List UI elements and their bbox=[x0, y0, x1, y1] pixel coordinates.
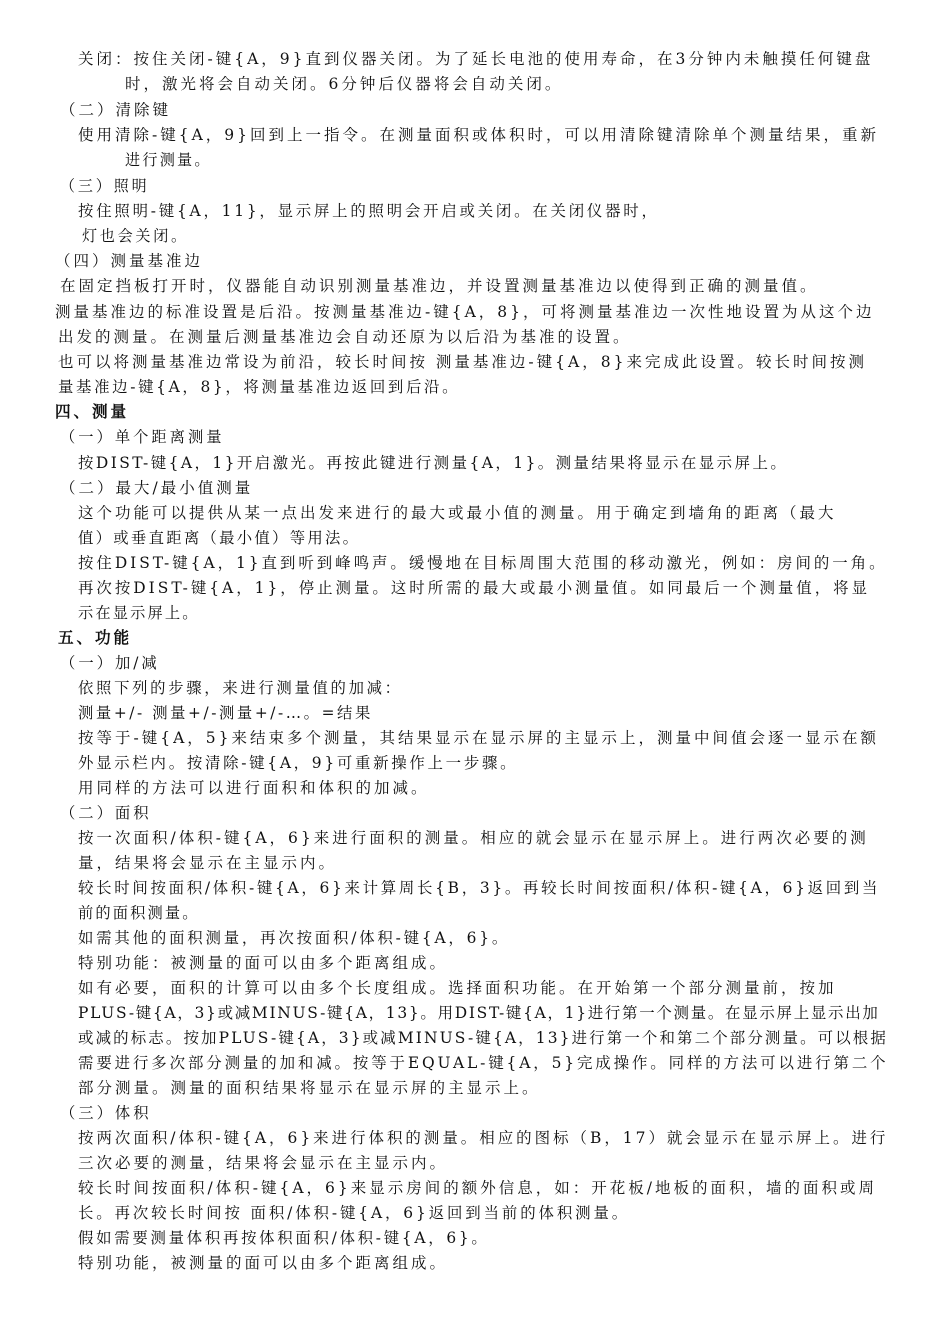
text-line: 特别功能，被测量的面可以由多个距离组成。 bbox=[78, 1254, 449, 1272]
text-line: 值）或垂直距离（最小值）等用法。 bbox=[78, 529, 361, 547]
text-line: 特别功能：被测量的面可以由多个距离组成。 bbox=[78, 954, 449, 972]
section-heading: （一）单个距离测量 bbox=[60, 428, 225, 446]
section-heading: （一）加/减 bbox=[60, 654, 160, 672]
section-heading: （二）最大/最小值测量 bbox=[60, 479, 254, 497]
text-line: 使用清除-键{A，9}回到上一指令。在测量面积或体积时，可以用清除键清除单个测量结果，重新 bbox=[78, 126, 880, 144]
text-line: 长。再次较长时间按 面积/体积-键{A，6}返回到当前的体积测量。 bbox=[78, 1204, 631, 1222]
section-heading: （三）照明 bbox=[60, 177, 150, 195]
text-line: 假如需要测量体积再按体积面积/体积-键{A，6}。 bbox=[78, 1229, 490, 1247]
text-line: 量，结果将会显示在主显示内。 bbox=[78, 854, 338, 872]
text-line: 测量+/- 测量+/-测量+/-…。=结果 bbox=[78, 704, 373, 722]
text-line: 较长时间按面积/体积-键{A，6}来显示房间的额外信息，如：开花板/地板的面积，墙的面积或周 bbox=[78, 1179, 877, 1197]
text-line: 在固定挡板打开时，仪器能自动识别测量基准边，并设置测量基准边以使得到正确的测量值。 bbox=[60, 277, 819, 295]
text-line: 按DIST-键{A，1}开启激光。再按此键进行测量{A，1}。测量结果将显示在显示屏上。 bbox=[78, 454, 789, 472]
text-line: 也可以将测量基准边常设为前沿，较长时间按 测量基准边-键{A，8}来完成此设置。较长时间按测 bbox=[58, 353, 867, 371]
text-line: 时，激光将会自动关闭。6分钟后仪器将会自动关闭。 bbox=[125, 75, 564, 93]
text-line: 前的面积测量。 bbox=[78, 904, 200, 922]
text-line: 部分测量。测量的面积结果将显示在显示屏的主显示上。 bbox=[78, 1079, 541, 1097]
text-line: 按两次面积/体积-键{A，6}来进行体积的测量。相应的图标（B，17）就会显示在显示屏上。进行 bbox=[78, 1129, 889, 1147]
text-line: PLUS-键{A，3}或减MINUS-键{A，13}。用DIST-键{A，1}进行第一个测量。在显示屏上显示出加 bbox=[78, 1004, 880, 1022]
text-line: 较长时间按面积/体积-键{A，6}来计算周长{B，3}。再较长时间按面积/体积-键{A，6}返回到当 bbox=[78, 879, 881, 897]
text-line: 关闭：按住关闭-键{A，9}直到仪器关闭。为了延长电池的使用寿命，在3分钟内未触摸任何键盘 bbox=[78, 50, 874, 68]
text-line: 外显示栏内。按清除-键{A，9}可重新操作上一步骤。 bbox=[78, 754, 519, 772]
text-line: 需要进行多次部分测量的加和减。按等于EQUAL-键{A，5}完成操作。同样的方法可以进行第二个 bbox=[78, 1054, 889, 1072]
text-line: 进行测量。 bbox=[125, 151, 212, 169]
text-line: 按住DIST-键{A，1}直到听到峰鸣声。缓慢地在目标周围大范围的移动激光，例如：房间的一角。 bbox=[78, 554, 888, 572]
text-line: 示在显示屏上。 bbox=[78, 604, 200, 622]
text-line: 按住照明-键{A，11}，显示屏上的照明会开启或关闭。在关闭仪器时， bbox=[78, 202, 660, 220]
text-line: 再次按DIST-键{A，1}，停止测量。这时所需的最大或最小测量值。如同最后一个测量值，将显 bbox=[78, 579, 871, 597]
text-line: 或减的标志。按加PLUS-键{A，3}或减MINUS-键{A，13}进行第一个和第二个部分测量。可以根据 bbox=[78, 1029, 888, 1047]
text-line: 三次必要的测量，结果将会显示在主显示内。 bbox=[78, 1154, 449, 1172]
text-line: 按一次面积/体积-键{A，6}来进行面积的测量。相应的就会显示在显示屏上。进行两次必要的测 bbox=[78, 829, 869, 847]
text-line: 用同样的方法可以进行面积和体积的加减。 bbox=[78, 779, 430, 797]
section-heading: （四）测量基准边 bbox=[55, 252, 204, 270]
text-line: 这个功能可以提供从某一点出发来进行的最大或最小值的测量。用于确定到墙角的距离（最大 bbox=[78, 504, 837, 522]
section-heading: （三）体积 bbox=[60, 1104, 152, 1122]
text-line: 依照下列的步骤，来进行测量值的加减： bbox=[78, 679, 403, 697]
section-heading: （二）面积 bbox=[60, 804, 152, 822]
text-line: 测量基准边的标准设置是后沿。按测量基准边-键{A，8}，可将测量基准边一次性地设置为从这个边 bbox=[55, 303, 875, 321]
chapter-heading: 五、功能 bbox=[58, 628, 133, 647]
chapter-heading: 四、测量 bbox=[55, 402, 130, 421]
text-line: 如有必要，面积的计算可以由多个长度组成。选择面积功能。在开始第一个部分测量前，按加 bbox=[78, 979, 837, 997]
text-line: 如需其他的面积测量，再次按面积/体积-键{A，6}。 bbox=[78, 929, 511, 947]
text-line: 出发的测量。在测量后测量基准边会自动还原为以后沿为基准的设置。 bbox=[58, 328, 632, 346]
text-line: 按等于-键{A，5}来结束多个测量，其结果显示在显示屏的主显示上，测量中间值会逐一显示在额 bbox=[78, 729, 880, 747]
section-heading: （二）清除键 bbox=[60, 101, 172, 119]
text-line: 灯也会关闭。 bbox=[82, 227, 189, 245]
text-line: 量基准边-键{A，8}，将测量基准边返回到后沿。 bbox=[58, 378, 461, 396]
